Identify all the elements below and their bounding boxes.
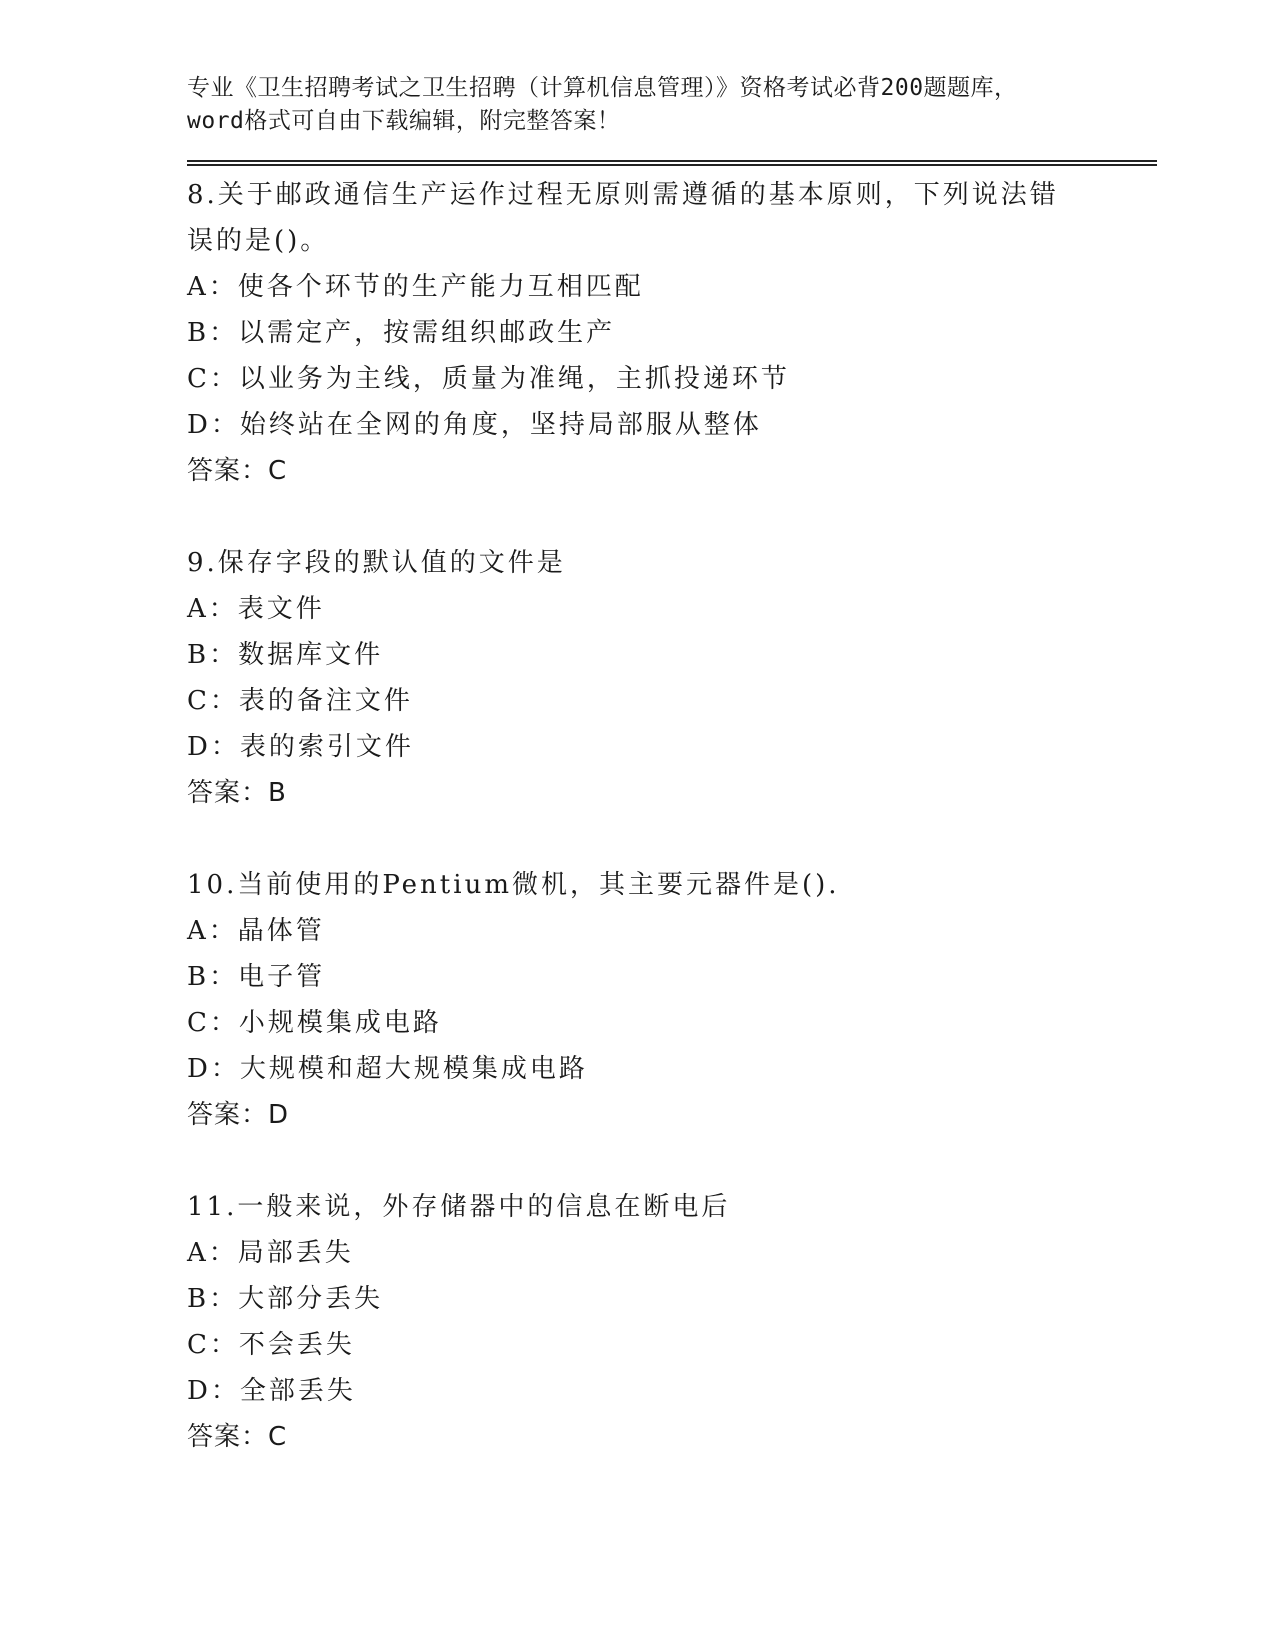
option-d: D：始终站在全网的角度，坚持局部服从整体 [187, 410, 762, 440]
question-text: 10.当前使用的Pentium微机，其主要元器件是(). [187, 870, 840, 900]
option-d: D：全部丢失 [187, 1376, 356, 1406]
header-line-2: word格式可自由下载编辑，附完整答案！ [187, 108, 621, 134]
question-text: 8.关于邮政通信生产运作过程无原则需遵循的基本原则，下列说法错 [187, 180, 1059, 210]
option-c: C：小规模集成电路 [187, 1008, 442, 1038]
question-text: 11.一般来说，外存储器中的信息在断电后 [187, 1192, 731, 1222]
question-list [187, 172, 1157, 1460]
header-double-rule [187, 160, 1157, 166]
answer: 答案：C [187, 456, 288, 486]
option-b: B：以需定产，按需组织邮政生产 [187, 318, 616, 348]
answer: 答案：C [187, 1422, 288, 1452]
question-11 [187, 1184, 1157, 1460]
question-text: 9.保存字段的默认值的文件是 [187, 548, 566, 578]
option-b: B：数据库文件 [187, 640, 384, 670]
header-line-1: 专业《卫生招聘考试之卫生招聘（计算机信息管理）》资格考试必背200题题库， [187, 75, 1018, 101]
option-a: A：使各个环节的生产能力互相匹配 [187, 272, 644, 302]
option-d: D：大规模和超大规模集成电路 [187, 1054, 588, 1084]
option-d: D：表的索引文件 [187, 732, 414, 762]
option-a: A：局部丢失 [187, 1238, 354, 1268]
option-c: C：表的备注文件 [187, 686, 413, 716]
option-c: C：不会丢失 [187, 1330, 355, 1360]
document-header [187, 72, 1157, 138]
question-text-continued: 误的是()。 [187, 226, 330, 256]
document-page [187, 72, 1157, 1506]
option-b: B：电子管 [187, 962, 326, 992]
option-a: A：晶体管 [187, 916, 325, 946]
answer: 答案：D [187, 1100, 290, 1130]
answer: 答案：B [187, 778, 287, 808]
option-a: A：表文件 [187, 594, 325, 624]
option-b: B：大部分丢失 [187, 1284, 384, 1314]
question-8 [187, 172, 1157, 494]
question-10 [187, 862, 1157, 1138]
question-9 [187, 540, 1157, 816]
option-c: C：以业务为主线，质量为准绳，主抓投递环节 [187, 364, 790, 394]
